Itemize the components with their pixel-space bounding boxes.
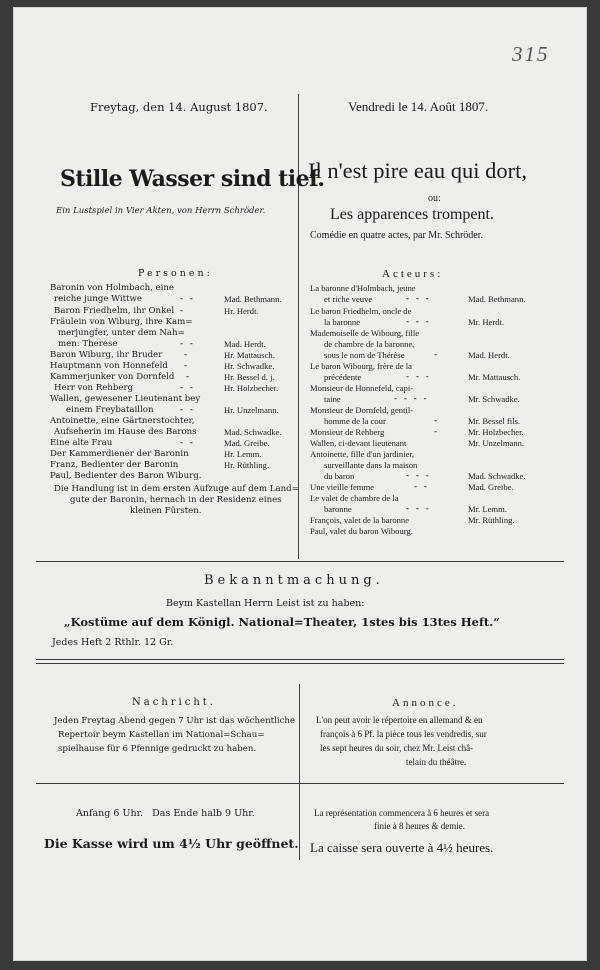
list-item: Paul, valet du baron Wibourg. [310, 526, 413, 536]
actor-name: Mad. Schwadke. [224, 427, 282, 437]
dash-separator: - [434, 427, 440, 437]
actor-name: Mad. Herdt. [224, 339, 266, 349]
column-divider-bottom [299, 684, 300, 860]
list-item: Monsieur de Rehberg [310, 427, 385, 437]
list-item: Der Kammerdiener der Baronin [50, 449, 189, 459]
german-title: Stille Wasser sind tief. [60, 166, 325, 192]
list-item: Une vieille femme [310, 482, 374, 492]
annonce-heading: Annonce. [392, 697, 459, 709]
list-item: du baron [324, 471, 355, 481]
french-byline: Comédie en quatre actes, par Mr. Schröder. [310, 230, 483, 241]
announcement-title: „Kostüme auf dem Königl. National=Theater, 1stes bis 13tes Heft.“ [64, 615, 500, 629]
actor-name: Mr. Bessel fils. [468, 416, 521, 426]
actor-name: Mad. Bethmann. [468, 294, 526, 304]
annonce-line: françois à 6 Pf. la pièce tous les vendredis, sur [320, 729, 487, 739]
list-item: Monsieur de Dornfeld, gentil- [310, 405, 414, 415]
dash-separator: - - - [406, 294, 431, 304]
dash-separator: - - [414, 482, 429, 492]
actor-name: Hr. Lemm. [224, 449, 262, 459]
french-times-line: La représentation commencera à 6 heures et sera [314, 808, 490, 818]
list-item: Mademoiselle de Wibourg, fille [310, 328, 420, 338]
dash-separator: - [186, 372, 192, 382]
archive-number: 315 [512, 42, 550, 66]
dash-separator: - - [180, 339, 195, 349]
announcement-price: Jedes Heft 2 Rthlr. 12 Gr. [52, 637, 174, 648]
list-item: la baronne [324, 317, 361, 327]
list-item: Monsieur de Honnefeld, capi- [310, 383, 414, 393]
list-item: François, valet de la baronne [310, 515, 410, 525]
list-item: einem Freybataillon [66, 405, 154, 415]
list-item: Franz, Bedienter der Baronin [50, 460, 179, 470]
dash-separator: - [184, 350, 190, 360]
dash-separator: - - [180, 405, 195, 415]
section-rule [36, 561, 564, 562]
list-item: men: Therese [58, 339, 118, 349]
list-item: de chambre de la baronne, [324, 339, 415, 349]
dash-separator: - - - [406, 372, 431, 382]
nachricht-line: Repertoir beym Kastellan im National=Schau= [58, 730, 265, 740]
actor-name: Hr. Unzelmann. [224, 405, 279, 415]
german-subtitle: Ein Lustspiel in Vier Akten, von Herrn Schröder. [56, 206, 266, 216]
actor-name: Hr. Holzbecher. [224, 383, 279, 393]
list-item: Antoinette, fille d'un jardinier, [310, 449, 415, 459]
box-office-german: Die Kasse wird um 4½ Uhr geöffnet. [44, 836, 299, 851]
box-office-french: La caisse sera ouverte à 4½ heures. [310, 840, 494, 855]
actor-name: Mr. Lemm. [468, 504, 507, 514]
list-item: taine [324, 394, 341, 404]
list-item: Baronin von Holmbach, eine [50, 283, 175, 293]
list-item: Wallen, ci-devant lieutenant [310, 438, 407, 448]
actor-name: Mr. Unzelmann. [468, 438, 525, 448]
french-date: Vendredi le 14. Août 1807. [348, 99, 489, 114]
list-item: La baronne d'Holmbach, jeune [310, 283, 416, 293]
dash-separator: - [180, 306, 186, 316]
dash-separator: - - [180, 294, 195, 304]
list-item: Le baron Friedhelm, oncle de [310, 306, 412, 316]
french-times-line: finie à 8 heures & demie. [374, 821, 465, 831]
list-item: Baron Friedhelm, ihr Onkel [54, 306, 175, 316]
announcement-heading: Bekanntmachung. [204, 573, 384, 588]
dash-separator: - [434, 416, 440, 426]
french-title: Il n'est pire eau qui dort, [308, 158, 527, 183]
dash-separator: - [434, 350, 440, 360]
list-item: Hauptmann von Honnefeld [50, 361, 168, 371]
list-item: merjungfer, unter dem Nah= [58, 328, 185, 338]
list-item: sous le nom de Thérèse [324, 350, 405, 360]
actor-name: Hr. Schwadke. [224, 361, 275, 371]
list-item: surveillante dans la maison [324, 460, 418, 470]
french-cast-heading: Acteurs: [382, 268, 444, 280]
setting-note-line: Die Handlung ist in dem ersten Aufzuge auf dem Land= [54, 484, 299, 494]
dash-separator: - - - [406, 317, 431, 327]
nachricht-line: spielhause für 6 Pfennige gedruckt zu haben. [58, 744, 257, 754]
list-item: Wallen, gewesener Lieutenant bey [50, 394, 201, 404]
actor-name: Mad. Bethmann. [224, 294, 282, 304]
actor-name: Mad. Schwadke. [468, 471, 526, 481]
list-item: baronne [324, 504, 352, 514]
actor-name: Mad. Herdt. [468, 350, 510, 360]
actor-name: Mr. Holzbecher. [468, 427, 524, 437]
dash-separator: - - - - [394, 394, 429, 404]
actor-name: Mr. Herdt. [468, 317, 505, 327]
setting-note-line: kleinen Fürsten. [130, 506, 202, 516]
german-date: Freytag, den 14. August 1807. [90, 100, 268, 114]
annonce-line: L'on peut avoir le répertoire en allemand & en [316, 715, 483, 725]
section-rule [36, 783, 564, 784]
annonce-line: telain du théâtre. [406, 757, 467, 767]
list-item: Herr von Rehberg [54, 383, 134, 393]
list-item: Paul, Bedienter des Baron Wiburg. [50, 471, 202, 481]
list-item: Aufseherin im Hause des Barons [54, 427, 197, 437]
list-item: Eine alte Frau [50, 438, 113, 448]
nachricht-line: Jeden Freytag Abend gegen 7 Uhr ist das wöchentliche [54, 716, 296, 726]
actor-name: Mad. Greibe. [468, 482, 514, 492]
list-item: et riche veuve [324, 294, 373, 304]
actor-name: Mr. Schwadke. [468, 394, 520, 404]
dash-separator: - [184, 361, 190, 371]
list-item: Antoinette, eine Gärtnerstochter, [50, 416, 195, 426]
actor-name: Hr. Rüthling. [224, 460, 270, 470]
actor-name: Hr. Bessel d. j. [224, 372, 275, 382]
french-ou: ou: [428, 193, 441, 204]
announcement-line: Beym Kastellan Herrn Leist ist zu haben: [166, 598, 365, 609]
actor-name: Mad. Greibe. [224, 438, 270, 448]
list-item: Le valet de chambre de la [310, 493, 399, 503]
dash-separator: - - [180, 383, 195, 393]
actor-name: Hr. Herdt. [224, 306, 259, 316]
french-subtitle: Les apparences trompent. [330, 206, 494, 223]
list-item: reiche junge Wittwe [54, 294, 142, 304]
german-cast-heading: Personen: [138, 268, 213, 279]
list-item: Fräulein von Wiburg, ihre Kam= [50, 317, 193, 327]
actor-name: Mr. Rüthling. [468, 515, 515, 525]
dash-separator: - - - [406, 504, 431, 514]
start-end-times: Anfang 6 Uhr. Das Ende halb 9 Uhr. [76, 808, 255, 819]
list-item: Baron Wiburg, ihr Bruder [50, 350, 163, 360]
list-item: homme de la cour [324, 416, 386, 426]
nachricht-heading: Nachricht. [132, 697, 216, 708]
section-rule [36, 659, 564, 660]
annonce-line: les sept heures du soir, chez Mr. Leist châ- [320, 743, 474, 753]
section-rule [36, 663, 564, 664]
actor-name: Hr. Mattausch. [224, 350, 275, 360]
actor-name: Mr. Mattausch. [468, 372, 521, 382]
setting-note-line: gute der Baronin, hernach in der Residenz eines [70, 495, 282, 505]
list-item: Kammerjunker von Dornfeld [50, 372, 175, 382]
dash-separator: - - [180, 438, 195, 448]
dash-separator: - - - [406, 471, 431, 481]
list-item: précédente [324, 372, 362, 382]
list-item: Le baron Wibourg, frère de la [310, 361, 412, 371]
playbill-page [14, 8, 586, 960]
